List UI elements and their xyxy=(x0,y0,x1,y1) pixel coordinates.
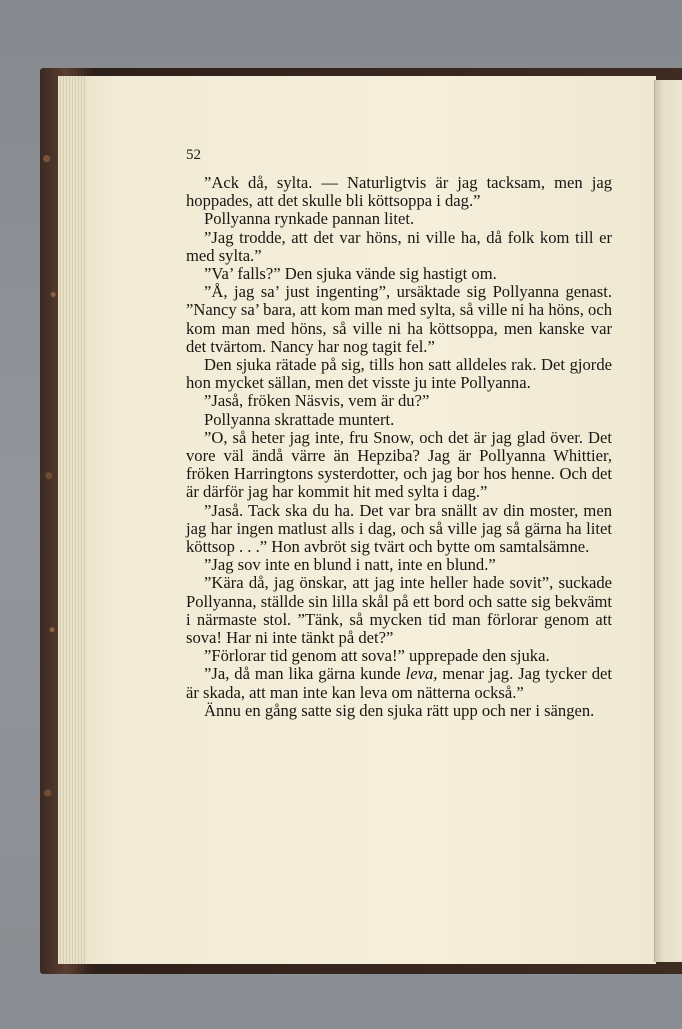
page-edges xyxy=(58,76,88,964)
paragraph: ”Ack då, sylta. — Naturligtvis är jag tacksam, men jag hoppades, att det skulle bli köttsoppa i dag.” xyxy=(186,173,612,211)
page-text xyxy=(186,174,612,720)
facing-page-edge xyxy=(654,80,682,962)
paragraph: ”Jaså. Tack ska du ha. Det var bra snällt av din moster, men jag har ingen matlust alls i dag, och så ville jag så gärna ha litet köttsop . . .” Hon avbröt sig tvärt och bytte om samtalsämne. xyxy=(186,500,612,557)
paragraph: ”O, så heter jag inte, fru Snow, och det är jag glad över. Det vore väl ändå värre än Hepziba? Jag är Pollyanna Whittier, fröken Harringtons systerdotter, och jag bor hos henne. Och det är därför jag har kommit hit med sylta i dag.” xyxy=(186,427,612,502)
paragraph: Ännu en gång satte sig den sjuka rätt upp och ner i sängen. xyxy=(204,700,595,720)
paragraph: ”Förlorar tid genom att sova!” upprepade den sjuka. xyxy=(204,646,550,666)
paragraph-text: ”Ja, då man lika gärna kunde xyxy=(204,664,406,684)
paragraph xyxy=(186,665,612,701)
paragraph: ”Jaså, fröken Näsvis, vem är du?” xyxy=(204,391,430,411)
page-number: 52 xyxy=(186,147,201,163)
paragraph: ”Jag trodde, att det var höns, ni ville ha, då folk kom till er med sylta.” xyxy=(186,227,612,265)
paragraph: ”Å, jag sa’ just ingenting”, ursäktade sig Pollyanna genast. ”Nancy sa’ bara, att kom man med sylta, så ville ni ha höns, och kom man med höns, så ville ni ha köttsoppa, men kanske var det tvärtom. Nancy har nog tagit fel.” xyxy=(186,282,612,356)
paragraph: Pollyanna skrattade muntert. xyxy=(204,409,395,429)
emphasized-word: leva, xyxy=(405,664,438,684)
paragraph: Pollyanna rynkade pannan litet. xyxy=(204,209,415,229)
paragraph-text: menar jag. Jag tycker det är skada, att man inte kan leva om nätterna också.” xyxy=(186,664,612,702)
paragraph: ”Jag sov inte en blund i natt, inte en blund.” xyxy=(204,555,496,575)
paragraph: ”Va’ falls?” Den sjuka vände sig hastigt om. xyxy=(204,264,497,284)
paragraph: ”Kära då, jag önskar, att jag inte heller hade sovit”, suckade Pollyanna, ställde sin lilla skål på ett bord och satte sig bekvämt i närmaste stol. ”Tänk, så mycken tid man förlorar genom att sova! Har ni inte tänkt på det?” xyxy=(186,573,612,648)
paragraph: Den sjuka rätade på sig, tills hon satt alldeles rak. Det gjorde hon mycket sällan, men det visste ju inte Pollyanna. xyxy=(186,355,612,393)
